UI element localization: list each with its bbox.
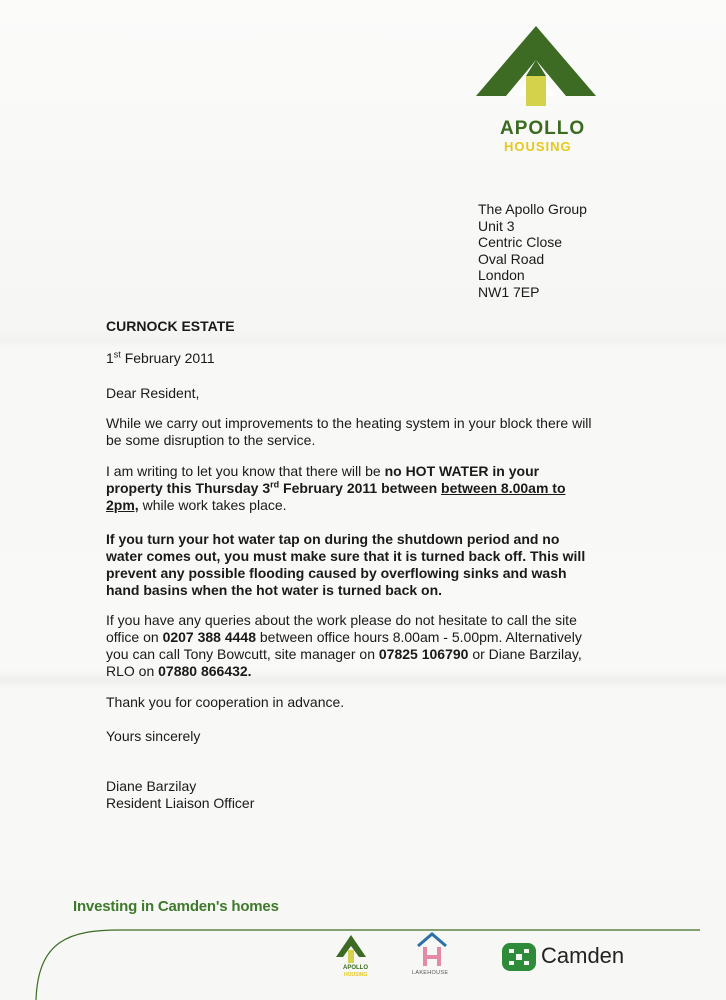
p4-text-c: between office hours 8.00am - 5.00pm. Alternatively you can call Tony Bowcutt, site manager on bbox=[106, 629, 582, 662]
apollo-small-label: APOLLO bbox=[343, 965, 368, 971]
paragraph-shutdown-notice bbox=[106, 463, 596, 514]
apollo-small-label-2: HOUSING bbox=[344, 972, 368, 978]
p2-text: I am writing to let you know that there will be bbox=[106, 463, 385, 479]
estate-heading: CURNOCK ESTATE bbox=[106, 318, 235, 334]
address-line: London bbox=[478, 267, 525, 283]
signature-block bbox=[106, 778, 596, 812]
date-rest: February 2011 bbox=[120, 350, 215, 366]
signer-title: Resident Liaison Officer bbox=[106, 795, 255, 811]
date-day: 1 bbox=[106, 350, 114, 366]
logo-word-apollo: APOLLO bbox=[500, 118, 586, 139]
address-line: The Apollo Group bbox=[478, 201, 587, 217]
date-suffix: st bbox=[113, 349, 121, 360]
address-line: NW1 7EP bbox=[478, 283, 540, 300]
paragraph-intro: While we carry out improvements to the heating system in your block there will be some disruption to the service. bbox=[106, 415, 592, 448]
p2-bold: no HOT WATER in your property this Thursday 3 bbox=[106, 463, 540, 496]
p2-tail: while work takes place. bbox=[138, 497, 287, 513]
address-line: Centric Close bbox=[478, 234, 563, 250]
p4-text-e: or Diane Barzilay, RLO on bbox=[106, 646, 582, 679]
address-line: Oval Road bbox=[478, 250, 545, 267]
footer-slogan: Investing in Camden's homes bbox=[73, 898, 279, 915]
p2-sup: rd bbox=[270, 479, 280, 490]
camden-logo-icon bbox=[500, 941, 538, 973]
thanks-line: Thank you for cooperation in advance. bbox=[106, 694, 345, 710]
greeting: Dear Resident, bbox=[106, 385, 200, 401]
paragraph-contacts bbox=[106, 612, 596, 680]
site-office-phone: 0207 388 4448 bbox=[162, 629, 256, 645]
closing-line: Yours sincerely bbox=[106, 728, 201, 744]
p4-text-a: If you have any queries about the work please do not hesitate to call the site office on bbox=[106, 612, 577, 645]
paragraph-warning: If you turn your hot water tap on during the shutdown period and no water comes out, you must make sure that it is turned back off. This will prevent any possible flooding caused by overflowing sinks and wash hand basins when the hot water is turned back on. bbox=[106, 531, 586, 598]
sender-address bbox=[478, 201, 587, 300]
signer-name: Diane Barzilay bbox=[106, 778, 197, 794]
p2-bold-2: February 2011 between bbox=[279, 480, 442, 496]
rlo-phone: 07880 866432. bbox=[158, 663, 252, 679]
lakehouse-logo-icon bbox=[414, 930, 450, 968]
letter-date bbox=[106, 350, 596, 367]
logo-word-housing: HOUSING bbox=[504, 139, 572, 154]
site-manager-phone: 07825 106790 bbox=[378, 646, 469, 662]
lakehouse-label: LAKEHOUSE bbox=[412, 970, 449, 976]
camden-wordmark: Camden bbox=[541, 943, 625, 968]
address-line: Unit 3 bbox=[478, 217, 515, 234]
p2-time-window: between 8.00am to 2pm, bbox=[106, 480, 566, 513]
